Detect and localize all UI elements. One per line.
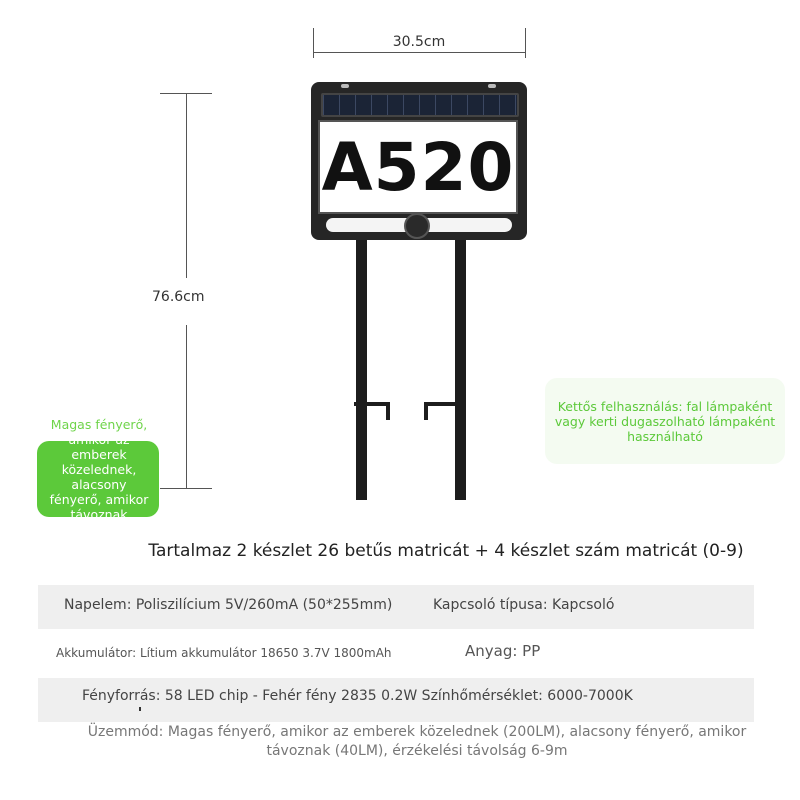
width-dimension-label: 30.5cm (392, 34, 446, 50)
height-dimension-line-upper (186, 93, 187, 278)
stake-right-spur (424, 402, 428, 420)
height-dimension-label: 76.6cm (152, 289, 205, 305)
brightness-callout-text: Magas fényerő, amikor az emberek közelednek, alacsony fényerő, amikor távoznak (49, 417, 149, 522)
package-contents-headline: Tartalmaz 2 készlet 26 betűs matricát + 4 készlet szám matricát (0-9) (148, 541, 744, 561)
house-number-text: A520 (321, 128, 515, 206)
mount-screw-right (488, 84, 496, 88)
stake-left (356, 238, 367, 500)
stake-right (455, 238, 466, 500)
spec-battery: Akkumulátor: Lítium akkumulátor 18650 3.7V 1800mAh (56, 646, 392, 660)
stray-mark (139, 707, 141, 711)
spec-operating-mode-line-2: távoznak (40LM), érzékelési távolság 6-9m (266, 743, 568, 759)
height-dimension-line-lower (186, 325, 187, 488)
spec-material: Anyag: PP (465, 642, 541, 660)
stake-right-foot (424, 402, 464, 406)
width-dimension-tick-right (525, 28, 526, 58)
dual-use-callout-text: Kettős felhasználás: fal lámpaként vagy kerti dugaszolható lámpaként használható (554, 399, 776, 444)
stake-left-foot (354, 402, 390, 406)
width-dimension-line (313, 52, 525, 53)
spec-solar-panel: Napelem: Poliszilícium 5V/260mA (50*255mm) (64, 597, 393, 613)
spec-switch-type: Kapcsoló típusa: Kapcsoló (433, 597, 615, 613)
motion-sensor (404, 213, 430, 239)
height-dimension-tick-bottom (160, 488, 212, 489)
spec-light-source: Fényforrás: 58 LED chip - Fehér fény 2835 0.2W Színhőmérséklet: 6000-7000K (82, 688, 633, 704)
mount-screw-left (341, 84, 349, 88)
spec-operating-mode-line-1: Üzemmód: Magas fényerő, amikor az emberek közelednek (200LM), alacsony fényerő, amikor (87, 724, 747, 740)
stake-left-spur (386, 402, 390, 420)
solar-panel (321, 93, 519, 117)
